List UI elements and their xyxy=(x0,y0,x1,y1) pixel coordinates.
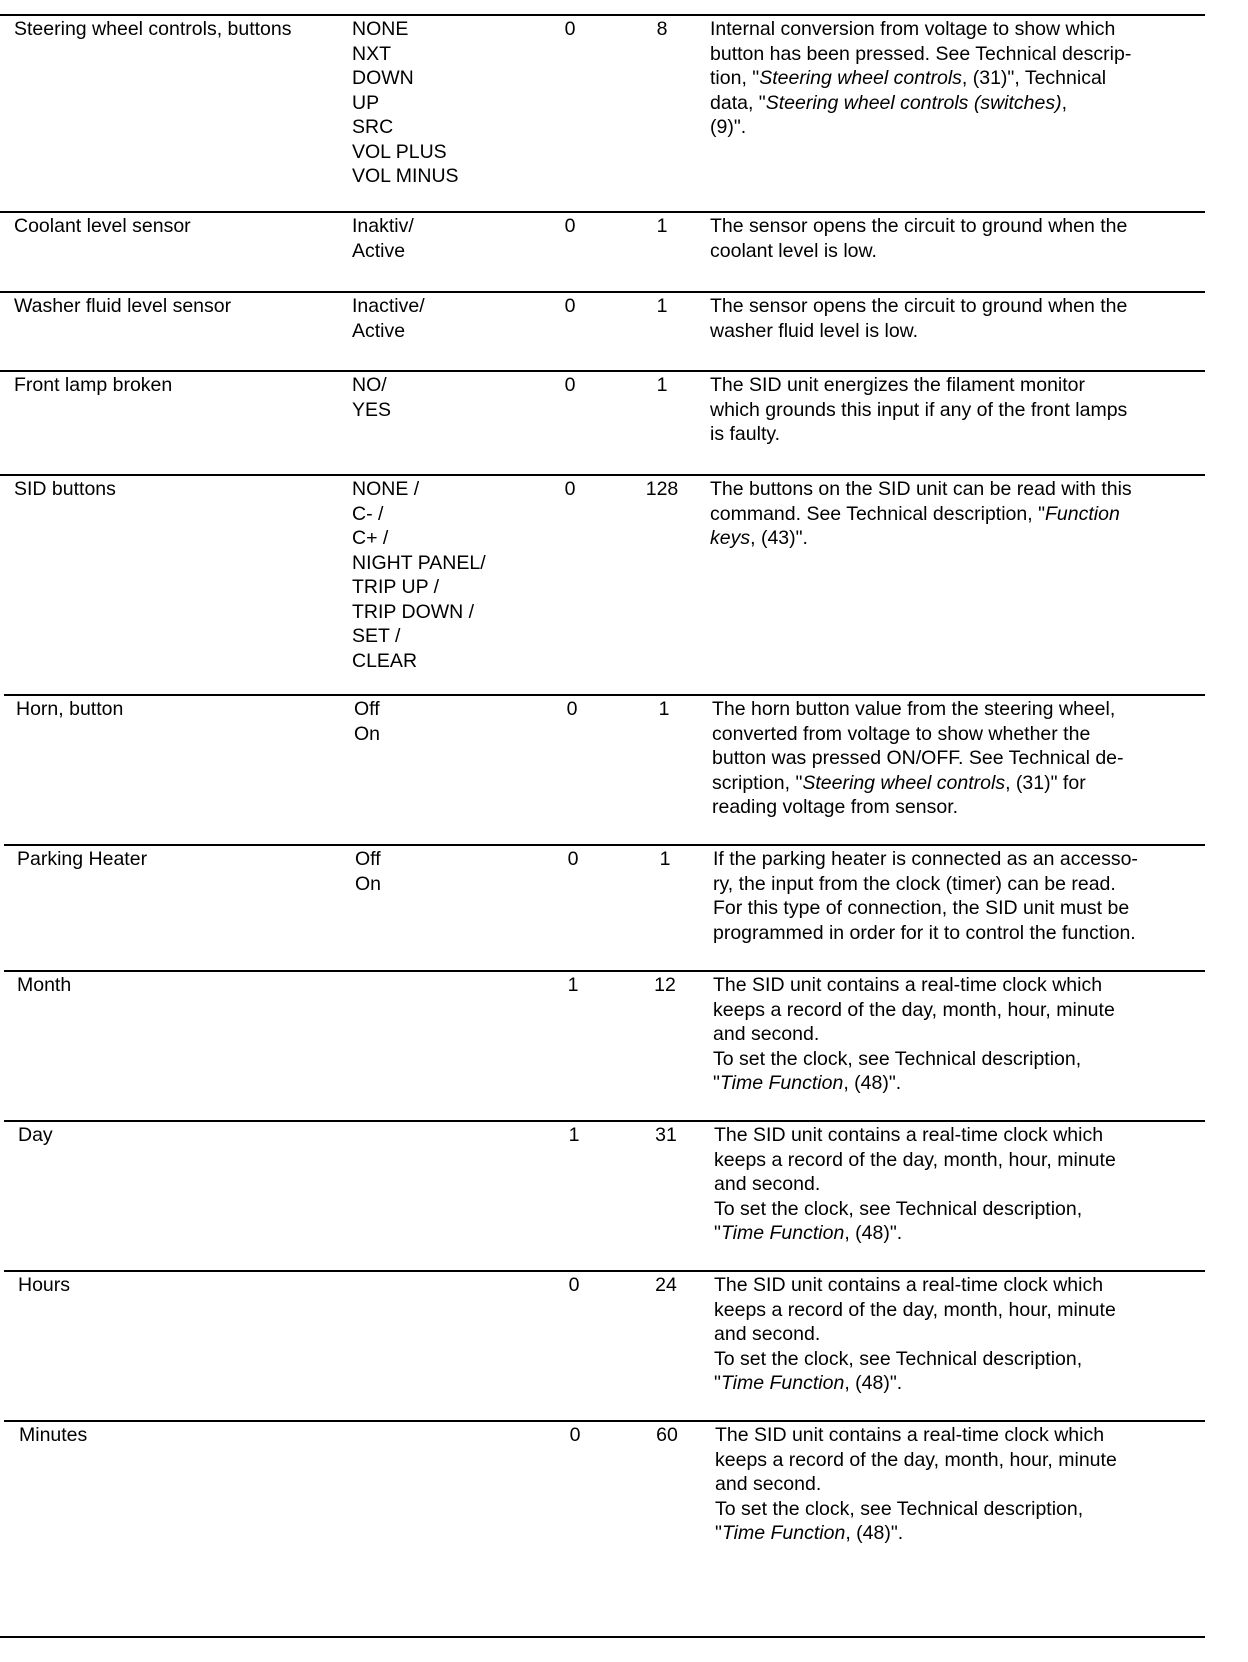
row-divider xyxy=(4,1270,1205,1272)
reference-title: Time Function xyxy=(720,1222,845,1244)
value-option: NONE xyxy=(352,18,409,40)
description-line xyxy=(714,1273,1219,1298)
description-line xyxy=(714,1298,1219,1323)
value-option: SET / xyxy=(352,625,401,647)
description-line xyxy=(713,896,1218,921)
description-text: keeps a record of the day, month, hour, minute xyxy=(713,998,1115,1021)
description xyxy=(710,294,1215,343)
description-text: , (31)" for xyxy=(1005,771,1086,794)
value-option: Inaktiv/ xyxy=(352,215,414,237)
min-value: 0 xyxy=(564,374,576,396)
description-line xyxy=(714,1172,1219,1197)
description-text: tion, " xyxy=(710,67,760,89)
description-line xyxy=(710,294,1215,319)
description-line xyxy=(714,1371,1219,1396)
parameter-name: Minutes xyxy=(19,1424,88,1446)
max-value: 8 xyxy=(656,18,668,40)
row-divider xyxy=(0,211,1205,213)
description-text: and second. xyxy=(714,1323,821,1345)
parameter-name: SID buttons xyxy=(14,478,116,500)
parameter-name: Coolant level sensor xyxy=(14,215,191,237)
parameter-name: Front lamp broken xyxy=(14,374,173,396)
value-option: UP xyxy=(352,91,380,114)
description-line xyxy=(713,1071,1218,1096)
description-line xyxy=(715,1448,1220,1473)
parameter-values xyxy=(352,294,425,343)
description xyxy=(710,373,1215,447)
description xyxy=(712,697,1217,820)
description-line xyxy=(710,319,1215,344)
max-value: 1 xyxy=(659,848,671,870)
description-text: , (43)". xyxy=(750,527,808,549)
min-value: 0 xyxy=(567,848,579,870)
reference-title: keys xyxy=(710,527,751,549)
description-line xyxy=(712,746,1217,771)
description-text: converted from voltage to show whether the xyxy=(712,722,1091,745)
description-text: (9)". xyxy=(710,116,747,138)
description-line xyxy=(713,1047,1218,1072)
description-line xyxy=(713,1022,1218,1047)
description-text: keeps a record of the day, month, hour, minute xyxy=(714,1148,1116,1171)
parameter-name: Horn, button xyxy=(16,698,124,720)
value-option: Active xyxy=(352,319,406,342)
row-divider xyxy=(0,370,1205,372)
description-line xyxy=(713,872,1218,897)
parameter-name: Parking Heater xyxy=(17,848,148,870)
description-text: The SID unit contains a real-time clock which xyxy=(714,1124,1104,1146)
description-line xyxy=(712,771,1217,796)
description-text: The horn button value from the steering wheel, xyxy=(712,698,1116,720)
description xyxy=(713,847,1218,945)
value-option: C+ / xyxy=(352,527,389,549)
description-text: For this type of connection, the SID unit must be xyxy=(713,897,1130,919)
description-line xyxy=(710,42,1215,67)
reference-title: Steering wheel controls xyxy=(802,771,1006,794)
value-option: VOL MINUS xyxy=(352,165,459,187)
table-bottom-rule xyxy=(0,1636,1205,1638)
row-divider xyxy=(4,970,1205,972)
description xyxy=(710,214,1215,263)
description-text: which grounds this input if any of the front lamps xyxy=(710,398,1128,421)
max-value: 1 xyxy=(656,295,668,317)
reference-title: Time Function xyxy=(720,1372,845,1394)
description-line xyxy=(715,1472,1220,1497)
description-text: , (48)". xyxy=(844,1222,903,1244)
description-text: The SID unit energizes the filament monitor xyxy=(710,374,1086,396)
min-value: 0 xyxy=(569,1424,581,1446)
description-text: The SID unit contains a real-time clock which xyxy=(713,974,1103,996)
description-text: The SID unit contains a real-time clock which xyxy=(714,1274,1104,1296)
value-option: On xyxy=(355,872,382,895)
row-divider xyxy=(4,1420,1205,1422)
description-text: , (31)", Technical xyxy=(961,67,1107,89)
parameter-name: Month xyxy=(17,974,72,996)
description-line xyxy=(713,973,1218,998)
max-value: 128 xyxy=(645,478,679,500)
max-value: 24 xyxy=(655,1274,677,1296)
description-text: reading voltage from sensor. xyxy=(712,796,959,818)
reference-title: Time Function xyxy=(719,1072,844,1094)
description-text: " xyxy=(715,1522,722,1544)
row-divider xyxy=(0,474,1205,476)
row-divider xyxy=(0,291,1205,293)
max-value: 31 xyxy=(655,1124,677,1146)
parameter-values xyxy=(354,697,380,746)
description-text: " xyxy=(714,1222,721,1244)
value-option: SRC xyxy=(352,116,394,138)
description-text: To set the clock, see Technical description, xyxy=(714,1197,1083,1220)
description-text: button has been pressed. See Technical descrip- xyxy=(710,42,1132,65)
description-text: command. See Technical description, " xyxy=(710,502,1045,525)
min-value: 0 xyxy=(566,698,578,720)
description-line xyxy=(714,1322,1219,1347)
description-text: washer fluid level is low. xyxy=(710,319,919,342)
parameter-values xyxy=(352,373,391,422)
row-divider xyxy=(4,694,1205,696)
value-option: Off xyxy=(354,698,380,720)
description-text: data, " xyxy=(710,91,766,114)
parameter-values xyxy=(352,214,414,263)
description-text: " xyxy=(713,1072,720,1094)
description-text: is faulty. xyxy=(710,423,781,445)
value-option: TRIP DOWN / xyxy=(352,600,475,623)
description-text: If the parking heater is connected as an accesso- xyxy=(713,848,1138,870)
description-line xyxy=(710,502,1215,527)
description-text: , xyxy=(1061,91,1068,114)
description-text: The sensor opens the circuit to ground when the xyxy=(710,295,1128,317)
value-option: DOWN xyxy=(352,67,414,89)
description-line xyxy=(710,239,1215,264)
description xyxy=(710,17,1215,140)
description-line xyxy=(712,722,1217,747)
min-value: 1 xyxy=(567,974,579,996)
description-text: , (48)". xyxy=(845,1522,904,1544)
description-text: coolant level is low. xyxy=(710,239,877,262)
description-line xyxy=(710,422,1215,447)
reference-title: Steering wheel controls xyxy=(759,67,962,89)
description-text: and second. xyxy=(714,1173,821,1195)
max-value: 1 xyxy=(658,698,670,720)
description-line xyxy=(710,373,1215,398)
parameter-values xyxy=(352,477,486,673)
reference-title: Steering wheel controls (switches) xyxy=(765,91,1062,114)
min-value: 0 xyxy=(564,478,576,500)
value-option: On xyxy=(354,722,381,745)
description-text: and second. xyxy=(713,1023,820,1045)
row-divider xyxy=(0,14,1205,16)
description-line xyxy=(712,795,1217,820)
description xyxy=(714,1123,1219,1246)
description-line xyxy=(710,115,1215,140)
description-line xyxy=(715,1423,1220,1448)
description-line xyxy=(715,1497,1220,1522)
value-option: Off xyxy=(355,848,381,870)
description-text: To set the clock, see Technical description, xyxy=(713,1047,1082,1070)
description-line xyxy=(713,921,1218,946)
parameter-values xyxy=(352,17,459,189)
description-text: scription, " xyxy=(712,771,803,794)
row-divider xyxy=(4,844,1205,846)
min-value: 0 xyxy=(564,295,576,317)
min-value: 1 xyxy=(568,1124,580,1146)
description-text: , (48)". xyxy=(843,1072,902,1094)
min-value: 0 xyxy=(568,1274,580,1296)
value-option: NO/ xyxy=(352,374,387,396)
value-option: VOL PLUS xyxy=(352,140,447,163)
description-line xyxy=(714,1148,1219,1173)
row-divider xyxy=(4,1120,1205,1122)
description-text: The sensor opens the circuit to ground when the xyxy=(710,215,1128,237)
parameter-name: Steering wheel controls, buttons xyxy=(14,18,292,40)
parameter-values xyxy=(355,847,381,896)
value-option: NIGHT PANEL/ xyxy=(352,551,486,574)
description-text: programmed in order for it to control the function. xyxy=(713,921,1136,944)
description-line xyxy=(713,998,1218,1023)
min-value: 0 xyxy=(564,215,576,237)
description-text: button was pressed ON/OFF. See Technical de- xyxy=(712,747,1124,769)
description-text: To set the clock, see Technical description, xyxy=(714,1347,1083,1370)
description-text: , (48)". xyxy=(844,1372,903,1394)
description xyxy=(715,1423,1220,1546)
description-line xyxy=(714,1123,1219,1148)
description-text: " xyxy=(714,1372,721,1394)
description-line xyxy=(710,66,1215,91)
description-line xyxy=(710,398,1215,423)
description-text: The buttons on the SID unit can be read with this xyxy=(710,478,1132,500)
description-line xyxy=(714,1197,1219,1222)
parameter-name: Hours xyxy=(18,1274,71,1296)
description-line xyxy=(715,1521,1220,1546)
description-text: Internal conversion from voltage to show which xyxy=(710,18,1116,40)
description-text: The SID unit contains a real-time clock which xyxy=(715,1424,1105,1446)
description-text: keeps a record of the day, month, hour, minute xyxy=(714,1298,1116,1321)
description xyxy=(713,973,1218,1096)
description xyxy=(710,477,1215,551)
max-value: 12 xyxy=(654,974,676,996)
parameter-name: Washer fluid level sensor xyxy=(14,295,232,317)
value-option: CLEAR xyxy=(352,649,418,672)
description-text: ry, the input from the clock (timer) can be read. xyxy=(713,872,1116,895)
value-option: C- / xyxy=(352,502,384,525)
value-option: Active xyxy=(352,239,406,262)
description-line xyxy=(714,1221,1219,1246)
max-value: 1 xyxy=(656,374,668,396)
description-line xyxy=(713,847,1218,872)
value-option: NXT xyxy=(352,42,391,65)
max-value: 1 xyxy=(656,215,668,237)
description-line xyxy=(714,1347,1219,1372)
parameter-name: Day xyxy=(18,1124,53,1146)
description-line xyxy=(710,91,1215,116)
value-option: TRIP UP / xyxy=(352,576,440,598)
value-option: Inactive/ xyxy=(352,295,425,317)
reference-title: Time Function xyxy=(721,1522,846,1544)
description-line xyxy=(710,477,1215,502)
max-value: 60 xyxy=(656,1424,678,1446)
description-line xyxy=(710,214,1215,239)
description-line xyxy=(710,526,1215,551)
value-option: NONE / xyxy=(352,478,420,500)
description-text: keeps a record of the day, month, hour, minute xyxy=(715,1448,1117,1471)
description xyxy=(714,1273,1219,1396)
description-text: and second. xyxy=(715,1473,822,1495)
value-option: YES xyxy=(352,398,392,421)
description-text: To set the clock, see Technical description, xyxy=(715,1497,1084,1520)
description-line xyxy=(712,697,1217,722)
reference-title: Function xyxy=(1045,502,1120,525)
min-value: 0 xyxy=(564,18,576,40)
description-line xyxy=(710,17,1215,42)
